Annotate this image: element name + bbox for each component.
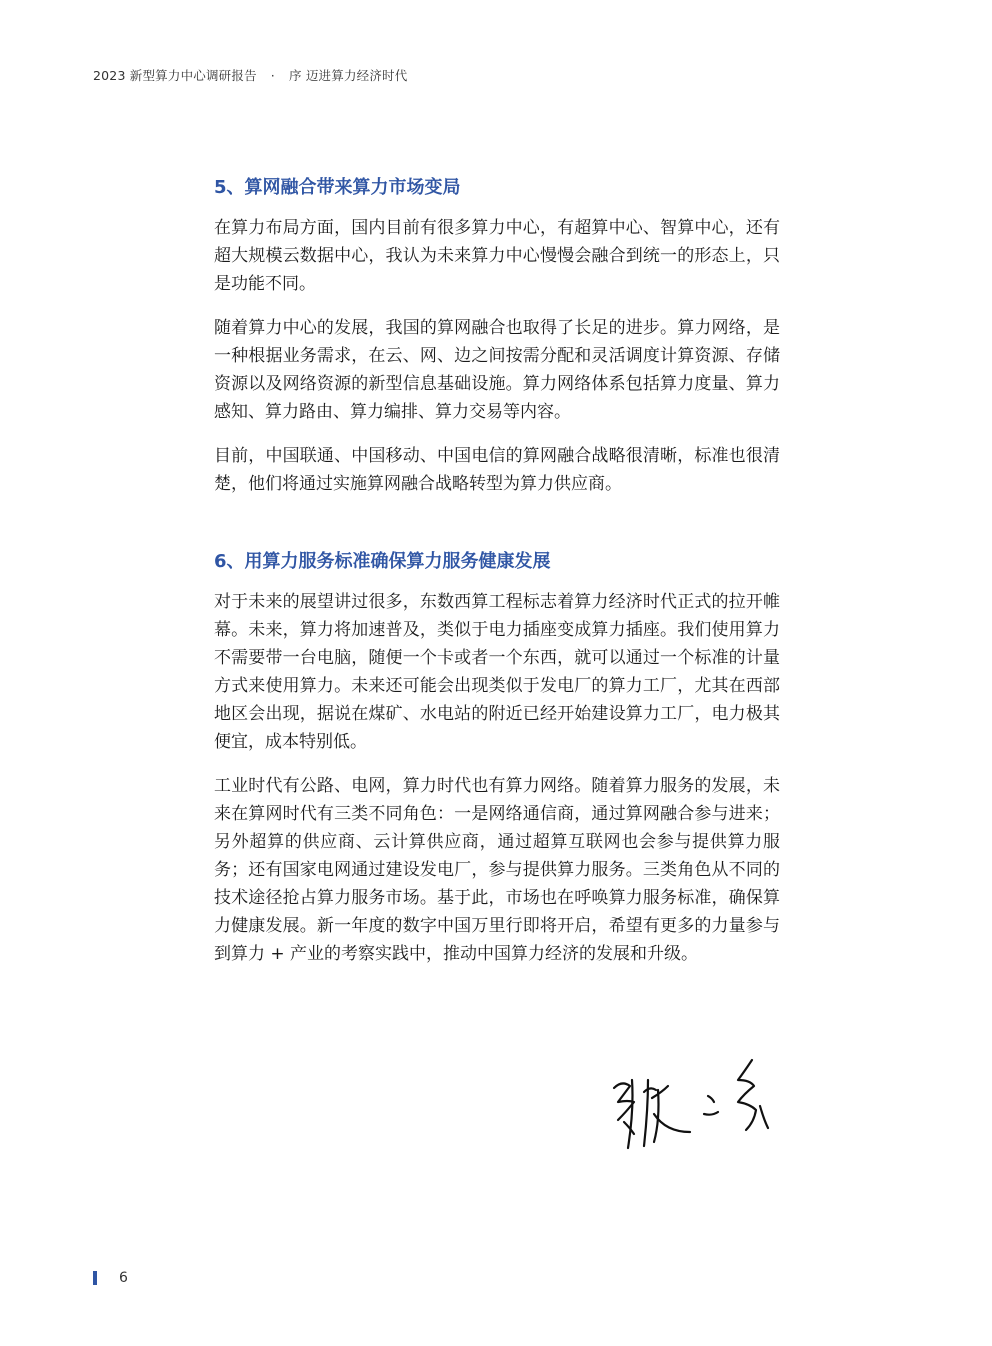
- header-separator: ·: [270, 68, 275, 83]
- running-header: [93, 66, 407, 84]
- handwritten-signature: [604, 1050, 784, 1160]
- section-title: 6、用算力服务标准确保算力服务健康发展: [214, 551, 551, 572]
- report-title: 2023 新型算力中心调研报告: [93, 68, 257, 83]
- section-6: [214, 546, 780, 968]
- signature-image: [604, 1050, 784, 1160]
- paragraph: 在算力布局方面，国内目前有很多算力中心，有超算中心、智算中心，还有超大规模云数据中心，我认为未来算力中心慢慢会融合到统一的形态上，只是功能不同。: [214, 218, 780, 294]
- chapter-title: 序 迈进算力经济时代: [288, 68, 408, 83]
- page-footer: [93, 1268, 128, 1288]
- paragraph: 工业时代有公路、电网，算力时代也有算力网络。随着算力服务的发展，未来在算网时代有三类不同角色：一是网络通信商，通过算网融合参与进来；另外超算的供应商、云计算供应商，通过超算互联网也会参与提供算力服务；还有国家电网通过建设发电厂，参与提供算力服务。三类角色从不同的技术途径抢占算力服务市场。基于此，市场也在呼唤算力服务标准，确保算力健康发展。新一年度的数字中国万里行即将开启，希望有更多的力量参与到算力 + 产业的考察实践中，推动中国算力经济的发展和升级。: [214, 776, 780, 964]
- paragraph: 随着算力中心的发展，我国的算网融合也取得了长足的进步。算力网络，是一种根据业务需求，在云、网、边之间按需分配和灵活调度计算资源、存储资源以及网络资源的新型信息基础设施。算力网络体系包括算力度量、算力感知、算力路由、算力编排、算力交易等内容。: [214, 318, 780, 422]
- paragraph: 目前，中国联通、中国移动、中国电信的算网融合战略很清晰，标准也很清楚，他们将通过实施算网融合战略转型为算力供应商。: [214, 446, 780, 494]
- page-number: 6: [119, 1270, 128, 1286]
- paragraph: 对于未来的展望讲过很多，东数西算工程标志着算力经济时代正式的拉开帷幕。未来，算力将加速普及，类似于电力插座变成算力插座。我们使用算力不需要带一台电脑，随便一个卡或者一个东西，就可以通过一个标准的计量方式来使用算力。未来还可能会出现类似于发电厂的算力工厂，尤其在西部地区会出现，据说在煤矿、水电站的附近已经开始建设算力工厂，电力极其便宜，成本特别低。: [214, 592, 780, 752]
- section-5: [214, 172, 780, 498]
- footer-accent-bar: [93, 1271, 97, 1285]
- section-title: 5、算网融合带来算力市场变局: [214, 177, 461, 198]
- article-body: [214, 172, 780, 984]
